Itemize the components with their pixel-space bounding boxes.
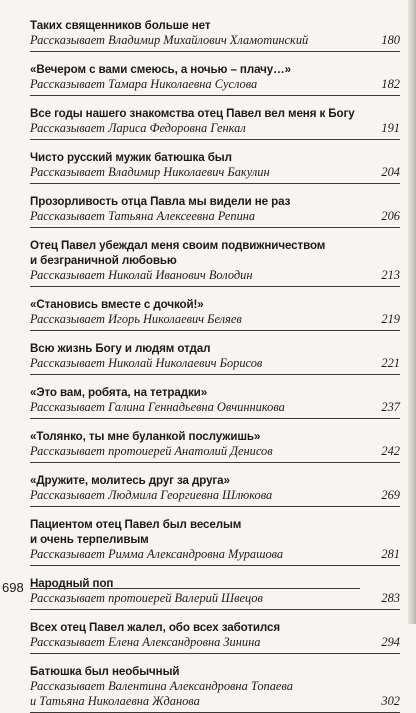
entry-page-number: 237 (381, 400, 400, 414)
entry-narrator-line (30, 77, 400, 92)
entry-page-number: 221 (381, 356, 400, 370)
entry-title: «Вечером с вами смеюсь, а ночью – плачу…» (30, 63, 291, 76)
entry-page-number: 242 (381, 444, 400, 458)
entry-narrator: Рассказывает Владимир Михайлович Хламотинский (30, 33, 309, 47)
entry-title: Народный поп (30, 577, 114, 590)
entry-title: Батюшка был необычный (30, 665, 180, 678)
entry-title: «Становись вместе с дочкой!» (30, 298, 204, 311)
entry-narrator: Рассказывает Тамара Николаевна Суслова (30, 77, 258, 91)
entry-narrator: Рассказывает протоиерей Анатолий Денисов (30, 444, 273, 458)
entry-narrator: Рассказывает Елена Александровна Зинина (30, 635, 261, 649)
entry-title: Прозорливость отца Павла мы видели не раз (30, 195, 291, 208)
entry-page-number: 204 (381, 165, 400, 179)
toc-entry (30, 62, 400, 96)
entry-narrator: Рассказывает Татьяна Алексеевна Репина (30, 209, 256, 223)
entry-title: Всю жизнь Богу и людям отдал (30, 342, 211, 355)
entry-page-number: 283 (381, 591, 400, 605)
entry-narrator-line (30, 268, 400, 283)
entry-narrator-line (30, 694, 400, 709)
entry-narrator: Рассказывает Лариса Федоровна Генкал (30, 121, 246, 135)
entry-narrator-line (30, 165, 400, 180)
toc-entry (30, 620, 400, 654)
entry-page-number: 206 (381, 209, 400, 223)
entry-narrator-line (30, 635, 400, 650)
toc-entry (30, 238, 400, 287)
entry-narrator-line (30, 488, 400, 503)
entry-page-number: 180 (381, 33, 400, 47)
toc-entry (30, 385, 400, 419)
toc-entry (30, 18, 400, 52)
entry-narrator-line (30, 547, 400, 562)
entry-title-line: и безграничной любовью (30, 254, 177, 267)
entry-page-number: 281 (381, 547, 400, 561)
entry-narrator-line (30, 312, 400, 327)
entry-narrator: Рассказывает Николай Николаевич Борисов (30, 356, 263, 370)
toc-entry (30, 429, 400, 463)
entry-narrator-line (30, 121, 400, 136)
entry-narrator-line (30, 209, 400, 224)
entry-page-number: 213 (381, 268, 400, 282)
entry-narrator: и Татьяна Николаевна Жданова (30, 694, 200, 708)
entry-title: Чисто русский мужик батюшка был (30, 151, 232, 164)
entry-narrator: Рассказывает Римма Александровна Мурашова (30, 547, 284, 561)
toc-entry (30, 341, 400, 375)
toc-entry (30, 473, 400, 507)
entry-narrator-line: Рассказывает Валентина Александровна Топаева (30, 679, 293, 693)
entry-title: Таких священников больше нет (30, 19, 211, 32)
entry-narrator-line (30, 356, 400, 371)
toc-entry (30, 194, 400, 228)
entry-page-number: 191 (381, 121, 400, 135)
entry-narrator: Рассказывает Галина Геннадьевна Овчинникова (30, 400, 285, 414)
footer-rule (30, 588, 360, 589)
toc-entry (30, 150, 400, 184)
entry-title-line: Отец Павел убеждал меня своим подвижничеством (30, 239, 326, 252)
entry-title: «Это вам, робята, на тетрадки» (30, 386, 208, 399)
entry-narrator-line (30, 444, 400, 459)
entry-narrator: Рассказывает Владимир Николаевич Бакулин (30, 165, 270, 179)
entry-title: Всех отец Павел жалел, обо всех заботился (30, 621, 281, 634)
toc-entry (30, 517, 400, 566)
entry-narrator-line (30, 33, 400, 48)
entry-title: «Толянко, ты мне буланкой послужишь» (30, 430, 261, 443)
entry-narrator: Рассказывает Николай Иванович Володин (30, 268, 253, 282)
entry-page-number: 302 (381, 694, 400, 708)
entry-page-number: 219 (381, 312, 400, 326)
toc-entry (30, 297, 400, 331)
entry-title: «Дружите, молитесь друг за друга» (30, 474, 230, 487)
toc-entry (30, 106, 400, 140)
entry-narrator-line (30, 400, 400, 415)
entry-title-line: Пациентом отец Павел был веселым (30, 518, 242, 531)
entry-narrator: Рассказывает Игорь Николаевич Беляев (30, 312, 242, 326)
entry-title-line: и очень терпеливым (30, 533, 149, 546)
entry-title: Все годы нашего знакомства отец Павел вел меня к Богу (30, 107, 355, 120)
entry-page-number: 294 (381, 635, 400, 649)
entry-narrator: Рассказывает Людмила Георгиевна Шлюкова (30, 488, 273, 502)
entry-page-number: 182 (381, 77, 400, 91)
entry-page-number: 269 (381, 488, 400, 502)
page-number: 698 (2, 580, 24, 595)
entry-narrator: Рассказывает протоиерей Валерий Швецов (30, 591, 263, 605)
toc-entry (30, 664, 400, 713)
page-edge-shadow (408, 0, 416, 624)
